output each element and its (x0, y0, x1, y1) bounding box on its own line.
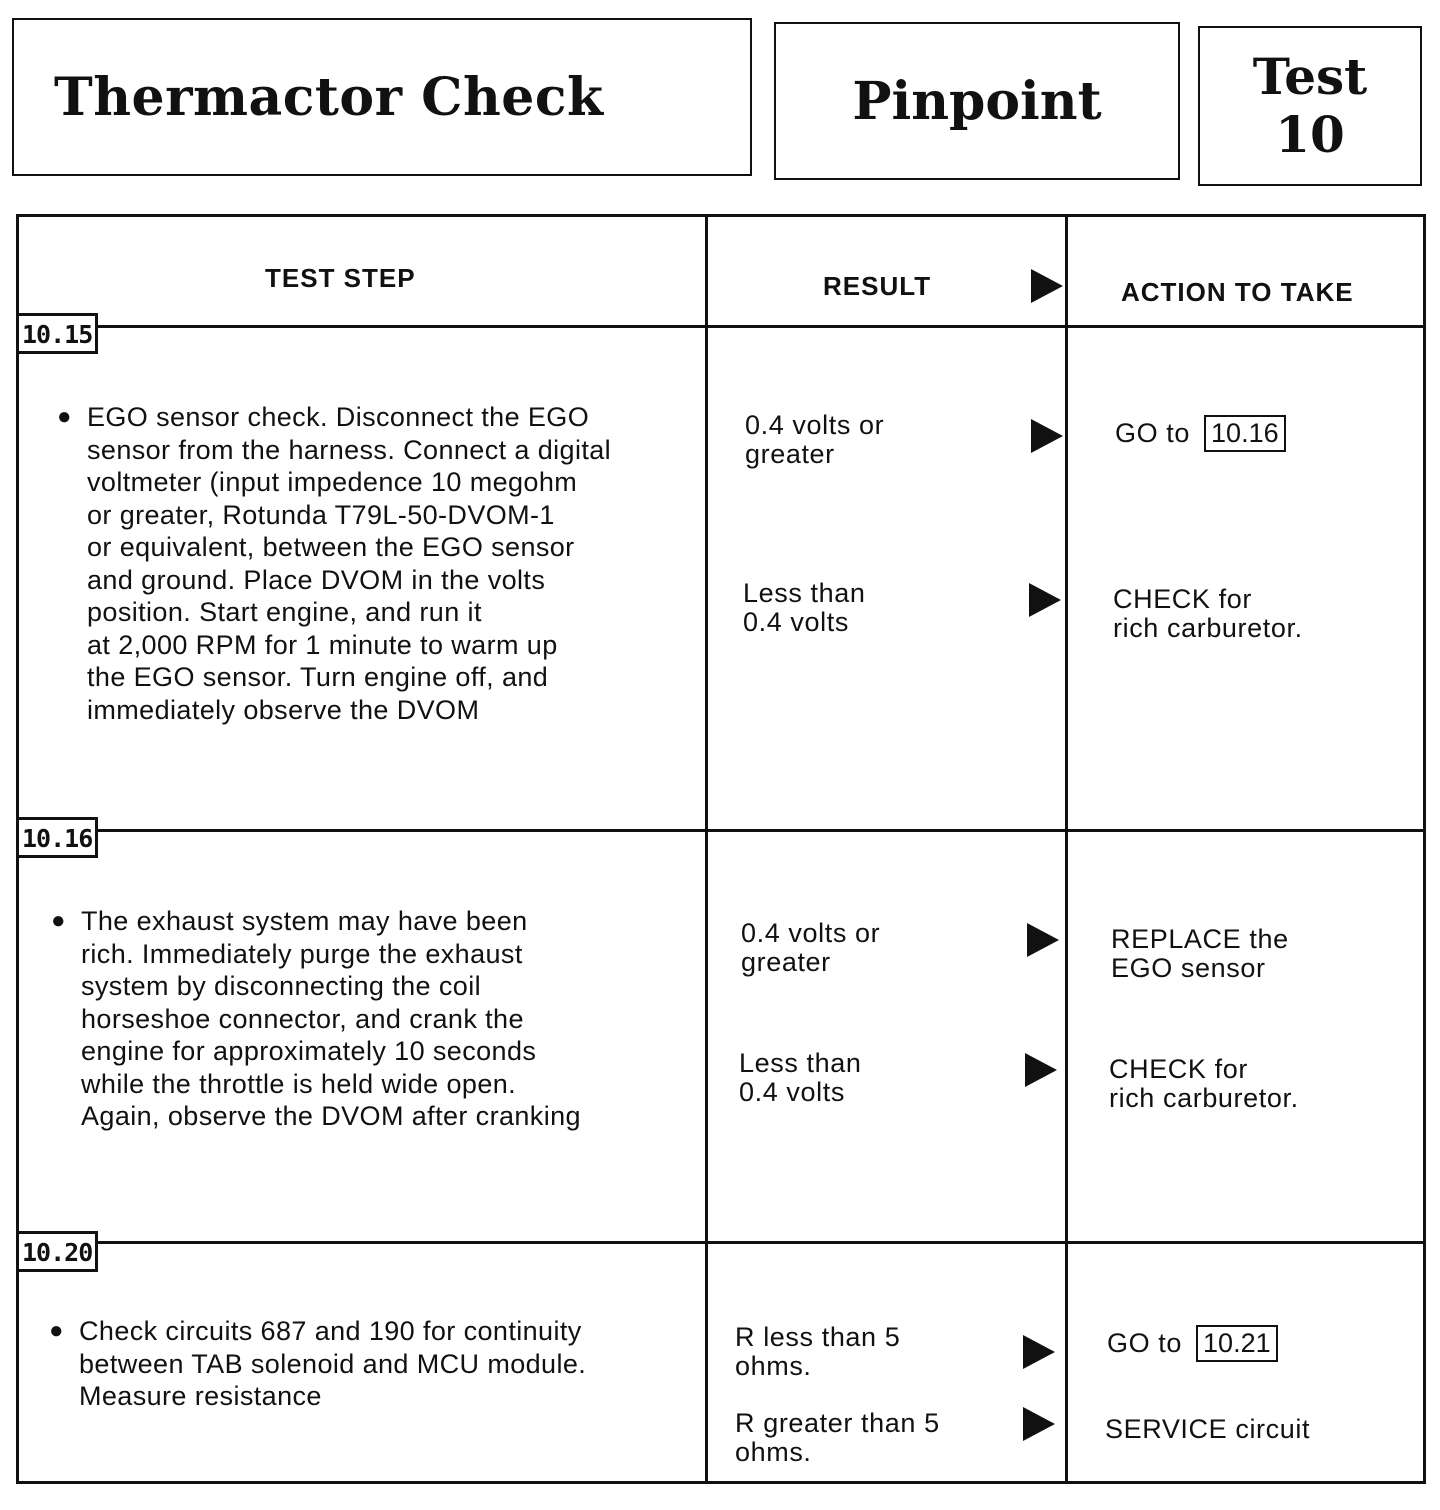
step-line: between TAB solenoid and MCU module. (79, 1348, 587, 1379)
step-line: horseshoe connector, and crank the (81, 1003, 524, 1034)
action-line: CHECK for (1113, 584, 1252, 614)
bullet-icon: ● (57, 403, 72, 430)
step-line: Measure resistance (79, 1381, 322, 1411)
result-line: R less than 5 (735, 1322, 901, 1352)
row-divider (19, 829, 1423, 832)
arrow-icon (1027, 923, 1059, 957)
column-header-action: ACTION TO TAKE (1121, 277, 1354, 307)
bullet-icon: ● (49, 1317, 64, 1344)
column-header-test-step: TEST STEP (265, 263, 416, 293)
result-text (739, 1049, 861, 1107)
step-line: Check circuits 687 and 190 for continuity (79, 1316, 582, 1346)
action-text (1105, 1415, 1310, 1444)
result-text (735, 1409, 940, 1467)
test-type-text: Pinpoint (852, 70, 1102, 132)
step-line: or equivalent, between the EGO sensor (87, 532, 575, 562)
result-text (735, 1323, 900, 1381)
action-line: REPLACE the (1111, 924, 1289, 954)
test-number-box (1198, 26, 1422, 186)
arrow-icon (1025, 1053, 1057, 1087)
action-line: rich carburetor. (1109, 1083, 1299, 1113)
page-title (12, 18, 752, 176)
step-description (57, 401, 612, 726)
step-description (49, 1315, 587, 1413)
action-text (1113, 585, 1303, 643)
action-line: rich carburetor. (1113, 613, 1303, 643)
arrow-icon (1031, 419, 1063, 453)
step-line: while the throttle is held wide open. (81, 1068, 517, 1099)
step-line: voltmeter (input impedence 10 megohm (87, 467, 578, 497)
action-go-to: GO to (1107, 1328, 1183, 1358)
action-text (1111, 925, 1289, 983)
result-line: 0.4 volts (743, 607, 849, 637)
arrow-icon (1031, 269, 1063, 303)
step-line: The exhaust system may have been (81, 906, 528, 936)
result-text (741, 919, 880, 977)
action-text (1109, 1055, 1299, 1113)
step-line: and ground. Place DVOM in the volts (87, 564, 546, 595)
step-number: 10.16 (16, 817, 98, 858)
action-go-to: GO to (1115, 418, 1191, 448)
arrow-icon (1029, 583, 1061, 617)
step-number: 10.20 (16, 1231, 98, 1272)
step-line: EGO sensor check. Disconnect the EGO (87, 402, 590, 432)
result-line: 0.4 volts (739, 1077, 845, 1107)
step-line: immediately observe the DVOM (87, 694, 480, 725)
result-line: Less than (739, 1048, 862, 1078)
step-line: sensor from the harness. Connect a digital (87, 434, 612, 465)
step-line: rich. Immediately purge the exhaust (81, 938, 523, 969)
action-line: CHECK for (1109, 1054, 1248, 1084)
step-description (51, 905, 581, 1133)
test-type-box (774, 22, 1180, 180)
arrow-icon (1023, 1407, 1055, 1441)
step-line: engine for approximately 10 seconds (81, 1036, 537, 1066)
title-text: Thermactor Check (54, 66, 604, 128)
result-line: R greater than 5 (735, 1408, 940, 1438)
result-line: Less than (743, 578, 866, 608)
test-number: 10 (1275, 105, 1345, 164)
step-number: 10.15 (16, 313, 98, 354)
column-header-result: RESULT (823, 271, 932, 301)
arrow-icon (1023, 1335, 1055, 1369)
action-text (1115, 415, 1286, 452)
step-line: position. Start engine, and run it (87, 597, 482, 627)
step-reference-link[interactable]: 10.16 (1204, 415, 1286, 452)
result-line: 0.4 volts or (741, 918, 881, 948)
step-line: or greater, Rotunda T79L-50-DVOM-1 (87, 499, 555, 530)
action-text (1107, 1325, 1278, 1362)
step-reference-link[interactable]: 10.21 (1196, 1325, 1278, 1362)
result-text (743, 579, 865, 637)
result-line: ohms. (735, 1351, 812, 1381)
step-line: at 2,000 RPM for 1 minute to warm up (87, 629, 558, 660)
result-line: ohms. (735, 1437, 812, 1467)
step-line: system by disconnecting the coil (81, 971, 481, 1001)
test-table (16, 214, 1426, 1484)
result-text (745, 411, 884, 469)
result-line: greater (741, 947, 831, 977)
column-divider (1065, 217, 1068, 1481)
row-divider (19, 1241, 1423, 1244)
column-divider (705, 217, 708, 1481)
step-line: the EGO sensor. Turn engine off, and (87, 662, 549, 692)
header-divider (19, 325, 1423, 328)
step-line: Again, observe the DVOM after cranking (81, 1101, 581, 1131)
action-line: EGO sensor (1111, 953, 1266, 983)
test-label: Test (1252, 47, 1368, 106)
action-line: SERVICE circuit (1105, 1414, 1311, 1444)
result-line: greater (745, 439, 835, 469)
result-line: 0.4 volts or (745, 410, 885, 440)
bullet-icon: ● (51, 907, 66, 934)
